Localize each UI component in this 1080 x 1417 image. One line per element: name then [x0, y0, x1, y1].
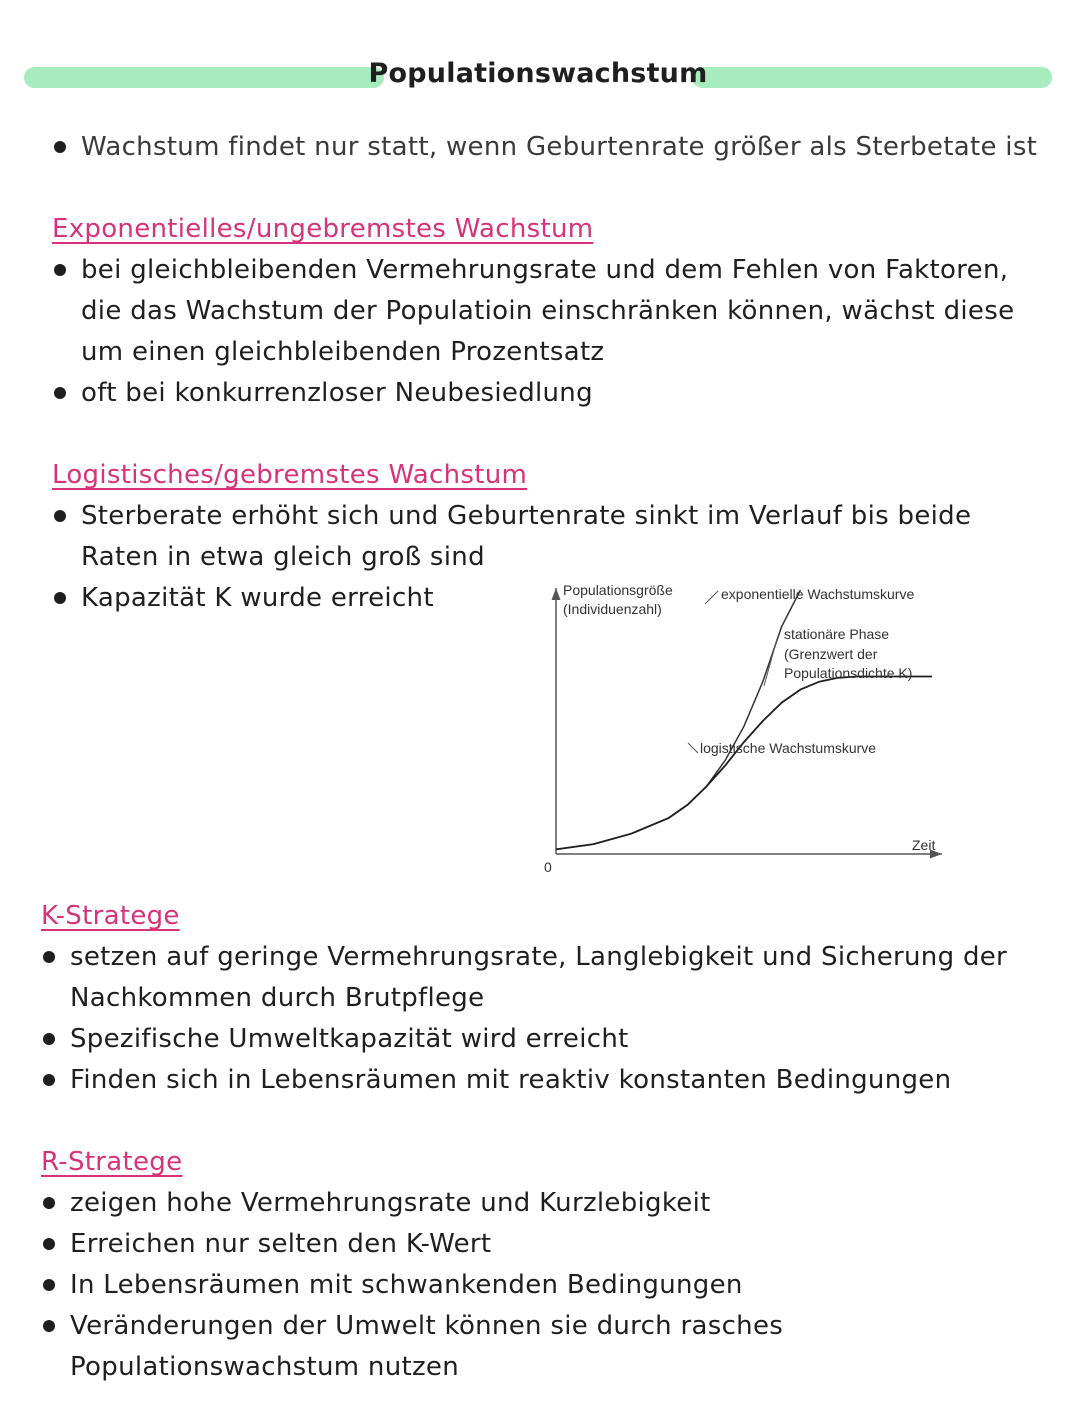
exponential-list — [52, 250, 1042, 414]
exponential-section — [52, 209, 1042, 414]
annotation-line3: Populationsdichte K) — [784, 665, 913, 681]
annotation-leader — [764, 639, 777, 686]
y-axis-label-line2: (Individuenzahl) — [563, 601, 662, 617]
intro-list — [52, 127, 1052, 168]
logistic-label-leader — [688, 743, 698, 753]
k-strategist-heading: K-Stratege — [41, 901, 180, 931]
k-strategist-bullet: Spezifische Umweltkapazität wird erreicht — [41, 1019, 1041, 1060]
k-strategist-section — [41, 896, 1041, 1101]
r-strategist-bullet: Erreichen nur selten den K-Wert — [41, 1224, 801, 1265]
k-strategist-bullet: setzen auf geringe Vermehrungsrate, Langlebigkeit und Sicherung der Nachkommen durch Brutpflege — [41, 937, 1041, 1019]
r-strategist-bullet: zeigen hohe Vermehrungsrate und Kurzlebigkeit — [41, 1183, 801, 1224]
title-row — [24, 54, 1052, 100]
r-strategist-section — [41, 1142, 801, 1388]
annotation-line1: stationäre Phase — [784, 626, 890, 642]
k-strategist-list — [41, 937, 1041, 1101]
intro-bullet: Wachstum findet nur statt, wenn Geburtenrate größer als Sterbetate ist — [52, 127, 1052, 168]
growth-chart — [532, 576, 952, 876]
x-axis-label: Zeit — [912, 837, 936, 853]
logistic-curve-label: logistische Wachstumskurve — [700, 740, 877, 756]
logistic-bullet: Kapazität K wurde erreicht — [52, 578, 992, 619]
r-strategist-bullet: Veränderungen der Umwelt können sie durch rasches Populationswachstum nutzen — [41, 1306, 801, 1388]
intro-section — [52, 127, 1052, 168]
page-title: Populationswachstum — [368, 58, 708, 89]
r-strategist-heading: R-Stratege — [41, 1147, 183, 1177]
exponential-label-leader — [705, 591, 718, 604]
origin-label: 0 — [544, 859, 552, 875]
growth-chart-svg — [532, 576, 952, 876]
exponential-curve-label: exponentielle Wachstumskurve — [721, 586, 915, 602]
y-axis-label-line1: Populationsgröße — [563, 582, 673, 598]
r-strategist-bullet: In Lebensräumen mit schwankenden Bedingungen — [41, 1265, 801, 1306]
exponential-heading: Exponentielles/ungebremstes Wachstum — [52, 214, 594, 244]
k-strategist-bullet: Finden sich in Lebensräumen mit reaktiv konstanten Bedingungen — [41, 1060, 1041, 1101]
exponential-bullet: bei gleichbleibenden Vermehrungsrate und dem Fehlen von Faktoren, die das Wachstum der Populatioin einschränken können, wächst diese um einen gleichbleibenden Prozentsatz — [52, 250, 1042, 373]
annotation-line2: (Grenzwert der — [784, 646, 878, 662]
exponential-bullet: oft bei konkurrenzloser Neubesiedlung — [52, 373, 1042, 414]
logistic-bullet: Sterberate erhöht sich und Geburtenrate sinkt im Verlauf bis beide Raten in etwa gleich groß sind — [52, 496, 992, 578]
r-strategist-list — [41, 1183, 801, 1388]
logistic-curve — [556, 677, 932, 850]
logistic-heading: Logistisches/gebremstes Wachstum — [52, 460, 528, 490]
